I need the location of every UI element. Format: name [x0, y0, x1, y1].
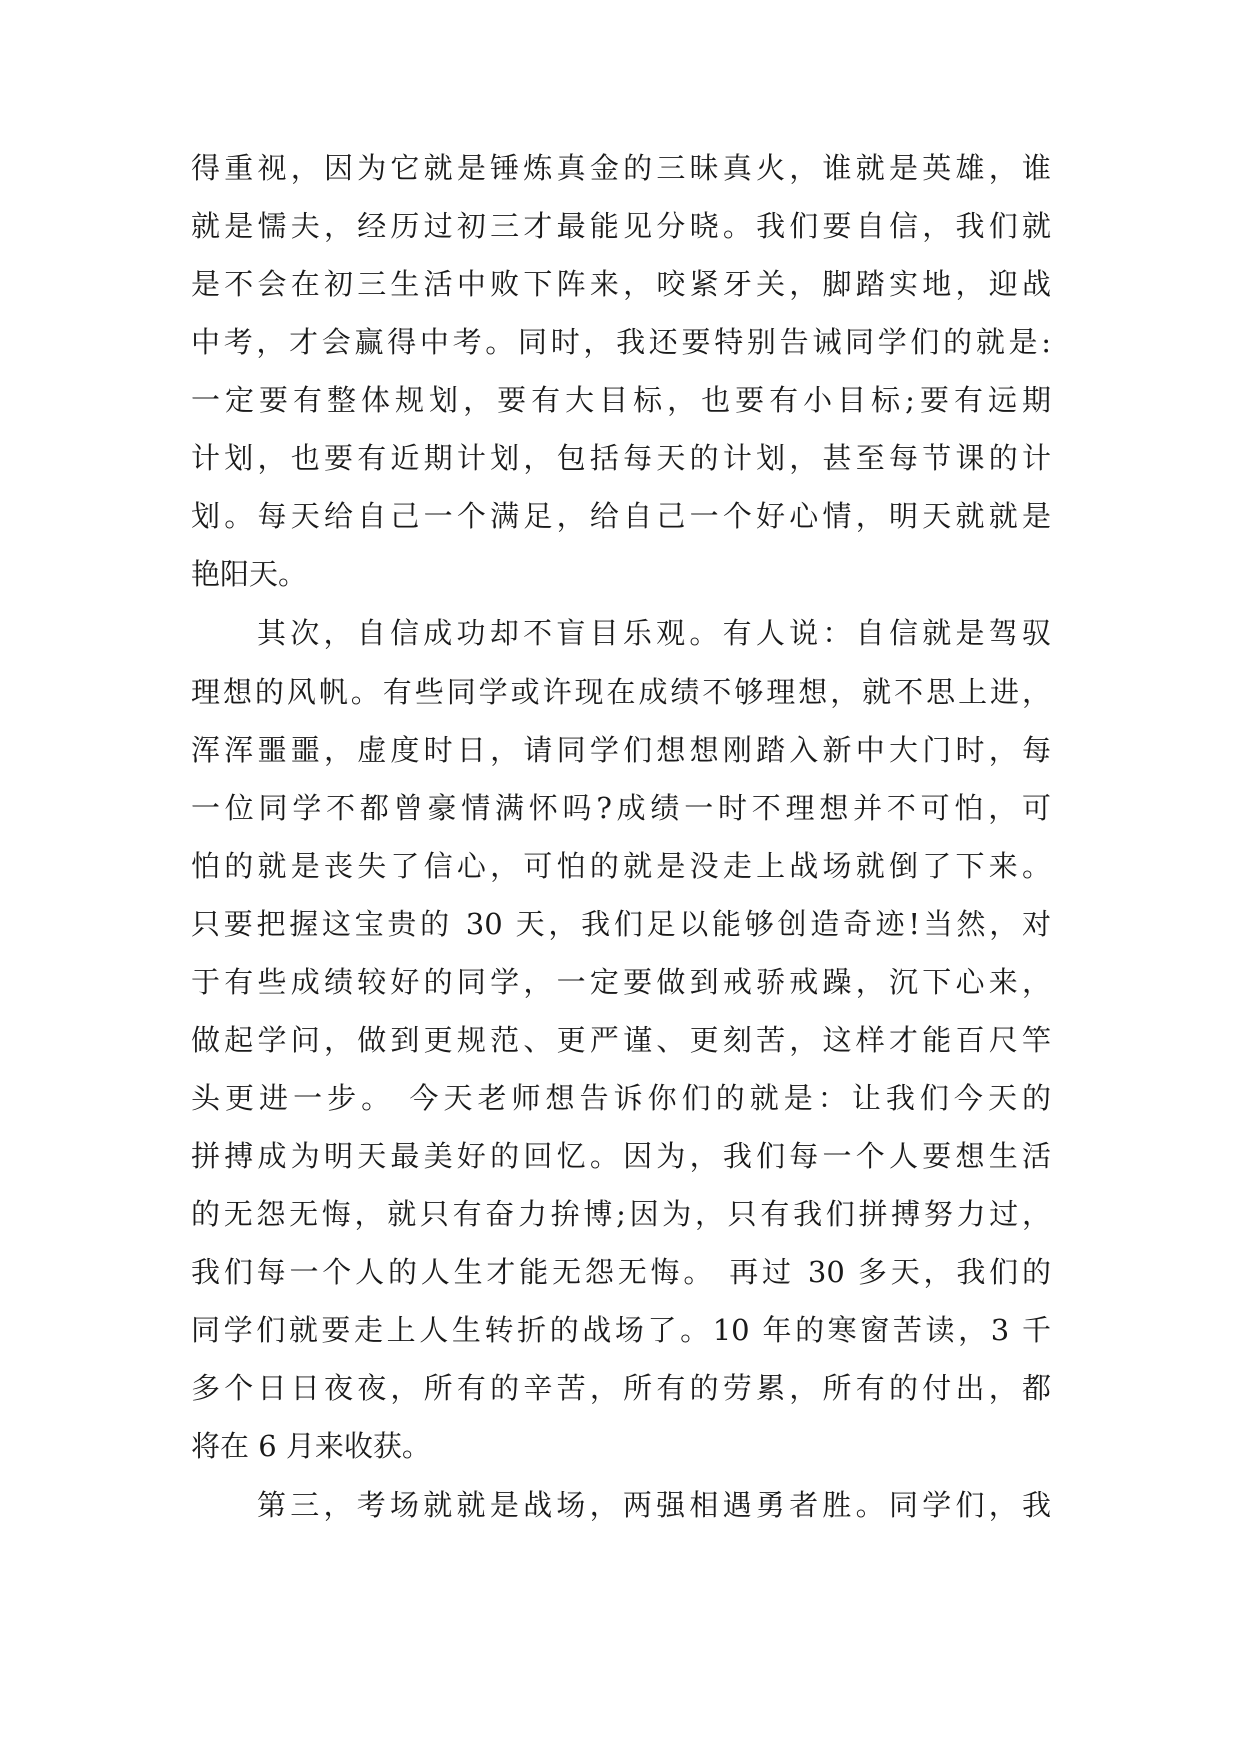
text-line: 将在 6 月来收获。: [191, 1429, 431, 1463]
text-line: 多个日日夜夜，所有的辛苦，所有的劳累，所有的付出，都: [191, 1371, 1051, 1405]
text-line: 划。每天给自己一个满足，给自己一个好心情，明天就就是: [191, 499, 1051, 533]
text-line: 艳阳天。: [191, 557, 308, 591]
paragraph-first-line: 第三，考场就就是战场，两强相遇勇者胜。同学们，我: [257, 1488, 1051, 1522]
paragraph-first-line: 其次，自信成功却不盲目乐观。有人说：自信就是驾驭: [257, 616, 1051, 650]
text-line: 计划，也要有近期计划，包括每天的计划，甚至每节课的计: [191, 441, 1051, 475]
text-line: 于有些成绩较好的同学，一定要做到戒骄戒躁，沉下心来，: [191, 965, 1051, 999]
text-line: 头更进一步。 今天老师想告诉你们的就是：让我们今天的: [191, 1081, 1051, 1115]
text-line: 理想的风帆。有些同学或许现在成绩不够理想，就不思上进，: [191, 675, 1051, 709]
text-line: 我们每一个人的人生才能无怨无悔。 再过 30 多天，我们的: [191, 1255, 1051, 1289]
text-line: 中考，才会赢得中考。同时，我还要特别告诫同学们的就是:: [191, 325, 1051, 359]
text-line: 浑浑噩噩，虚度时日，请同学们想想刚踏入新中大门时，每: [191, 733, 1051, 767]
text-line: 做起学问，做到更规范、更严谨、更刻苦，这样才能百尺竿: [191, 1023, 1051, 1057]
text-line: 拼搏成为明天最美好的回忆。因为，我们每一个人要想生活: [191, 1139, 1051, 1173]
text-line: 得重视，因为它就是锤炼真金的三昧真火，谁就是英雄，谁: [191, 151, 1051, 185]
text-line: 就是懦夫，经历过初三才最能见分晓。我们要自信，我们就: [191, 209, 1051, 243]
text-line: 的无怨无悔，就只有奋力拚博;因为，只有我们拼搏努力过，: [191, 1197, 1051, 1231]
text-line: 同学们就要走上人生转折的战场了。10 年的寒窗苦读，3 千: [191, 1313, 1051, 1347]
text-line: 只要把握这宝贵的 30 天，我们足以能够创造奇迹!当然，对: [191, 907, 1051, 941]
text-line: 一定要有整体规划，要有大目标，也要有小目标;要有远期: [191, 383, 1051, 417]
text-line: 一位同学不都曾豪情满怀吗?成绩一时不理想并不可怕，可: [191, 791, 1051, 825]
text-line: 是不会在初三生活中败下阵来，咬紧牙关，脚踏实地，迎战: [191, 267, 1051, 301]
text-line: 怕的就是丧失了信心，可怕的就是没走上战场就倒了下来。: [191, 849, 1051, 883]
